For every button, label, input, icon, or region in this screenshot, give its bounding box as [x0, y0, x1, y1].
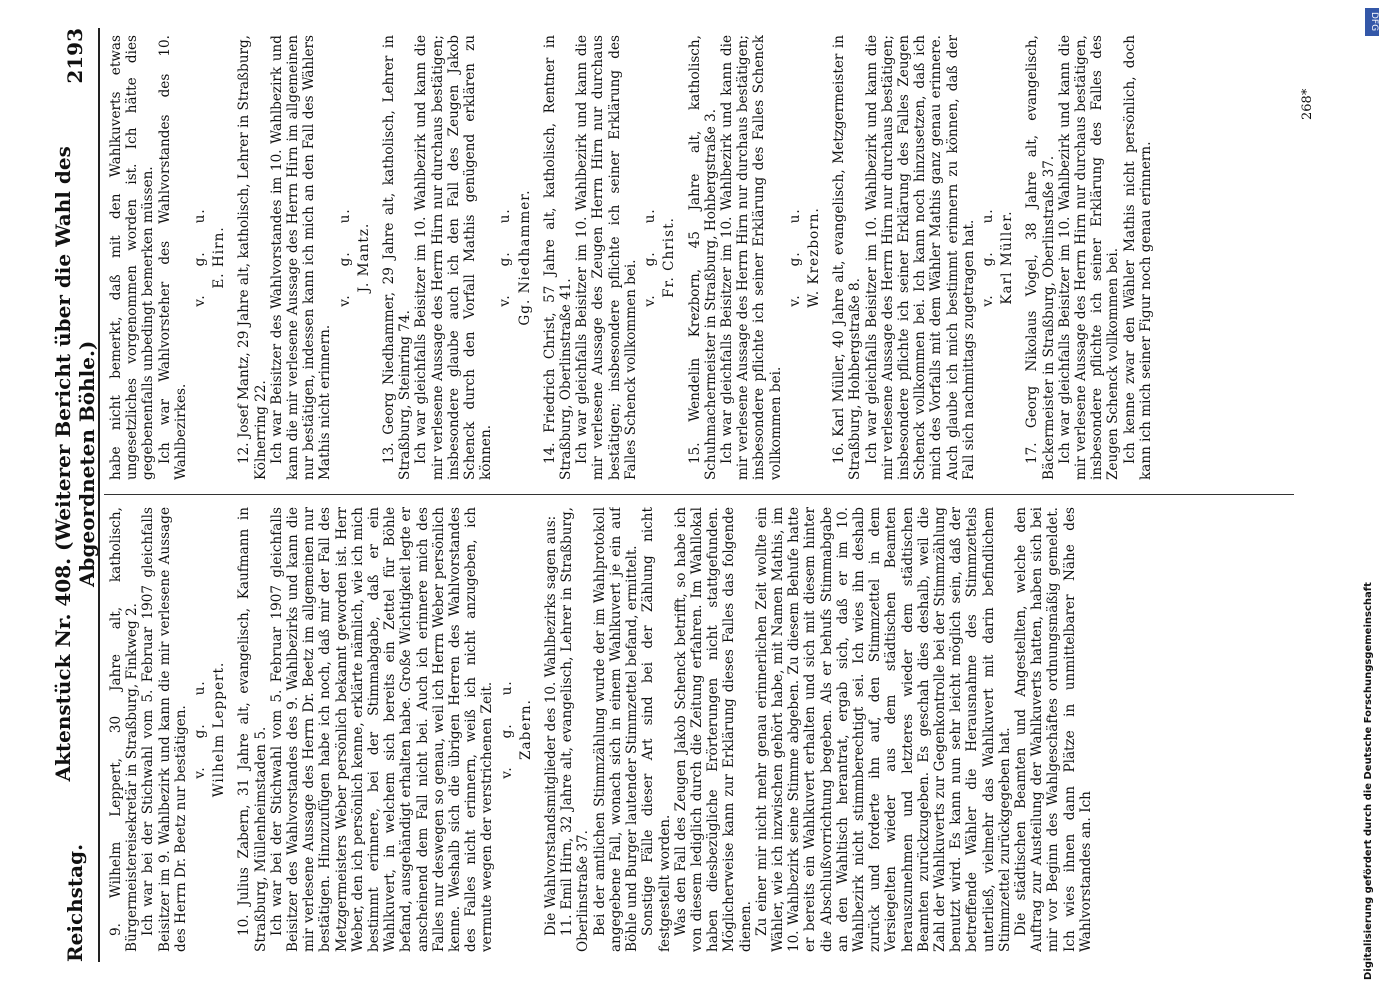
attestation-letter: v. [497, 294, 514, 307]
paragraph: Sonstige Fälle dieser Art sind bei der Zählung nicht festgestellt worden. [640, 507, 673, 952]
attestation-mark [499, 507, 515, 952]
attestation-letter: v. [979, 294, 996, 307]
paragraph: Ich war bei der Stichwahl vom 5. Februar 1907 gleichfalls Beisitzer des Wahlvorstandes des 9. Wahlbezirks und kann die mir verlesene Aussage des Herrn Dr. Beetz im allgemeinen nur bestätigen. Hinzuzufügen habe ich noch, daß mir der Fall des Metzgermeisters Weber persönlich bekannt geworden ist. Herr Weber, den ich persönlich kenne, erklärte nämlich, wie ich mich bestimmt erinnere, bei der Stimmabgabe, daß er ein Wahlkuvert, in welchem sich bereits ein Zettel für Böhle befand, ausgehändigt erhalten habe. Große Wichtigkeit legte er anscheinend dem Fall nicht bei. Auch ich erinnere mich des Falles nur deswegen so genau, weil ich Herrn Weber persönlich kenne. Weshalb sich die übrigen Herren des Wahlvorstandes des Falles nicht erinnern, weiß ich nicht anzugeben, ich vermute wegen der verstrichenen Zeit. [268, 507, 496, 952]
paragraph: habe nicht bemerkt, daß mit den Wahlkuverts etwas ungesetzliches vorgenommen worden ist. Ich hätte dies gegebenenfalls unbedingt bemerken müssen. [108, 35, 157, 480]
paragraph: Ich war Beisitzer des Wahlvorstandes im 10. Wahlbezirk und kann die mir verlesene Aussage des Herrn Hirn im allgemeinen nur bestätigen, indessen kann ich mich an den Fall des Wählers Mathis nicht erinnern. [268, 35, 334, 480]
page-number: 2193 [63, 28, 87, 84]
paragraph: 16. Karl Müller, 40 Jahre alt, evangelisch, Metzgermeister in Straßburg, Hohbergstraße 8. [831, 35, 864, 480]
page-header [51, 28, 99, 962]
paragraph: 17. Georg Nikolaus Vogel, 38 Jahre alt, evangelisch, Bäckermeister in Straßburg, Oberlinstraße 37. [1024, 35, 1057, 480]
attestation-mark [642, 35, 658, 480]
attestation-letter: u. [642, 208, 659, 224]
paragraph: Ich war gleichfalls Beisitzer im 10. Wahlbezirk und kann die mir verlesene Aussage des Herrn Hirn nur durchaus bestätigen; insbesondere pflichte ich seiner Erklärung des Falles Zeugen Schenck vollkommen bei. Ich kann noch hinzusetzen, daß ich mich des Vorfalls mit dem Wähler Mathis ganz genau erinnere. Auch glaube ich mich bestimmt erinnern zu können, daß der Fall sich nachmittags zugetragen hat. [863, 35, 977, 480]
attestation-letter: g. [192, 723, 209, 739]
paragraph: 9. Wilhelm Leppert, 30 Jahre alt, katholisch, Bürgermeistereisekretär in Straßburg, Finkweg 2. [108, 507, 141, 952]
witness-signature: Gg. Niedhammer. [516, 189, 533, 326]
paragraph: Ich kenne zwar den Wähler Mathis nicht persönlich, doch kann ich mich seiner Figur noch genau erinnern. [1121, 35, 1154, 480]
paragraph: Zu einer mir nicht mehr genau erinnerlichen Zeit wollte ein Wähler, wie ich inzwischen gehört habe, mit Namen Mathis, im 10. Wahlbezirk seine Stimme abgeben. Zu diesem Behufe hatte er bereits ein Wahlkuvert erhalten und sich mit diesem hinter die Abschlußvorrichtung begeben. Als er behufs Stimmabgabe an den Wahltisch herantrat, ergab sich, daß er im 10. Wahlbezirk nicht stimmberechtigt sei. Ich wies ihn deshalb zurück und forderte ihn auf, den Stimmzettel in dem Versiegelten wieder aus dem städtischen Beamten herauszunehmen und letzteres wieder dem städtischen Beamten zurückzugeben. Es geschah dies deshalb, weil die Zahl der Wahlkuverts zur Gegenkontrolle bei der Stimmzählung benutzt wird. Es kann nun sehr leicht möglich sein, daß der betreffende Wähler die Herausnahme des Stimmzettels unterließ, vielmehr das Wahlkuvert mit darin befindlichem Stimmzettel zurückgegeben hat. [753, 507, 1013, 952]
witness-signature: Karl Müller. [999, 210, 1016, 305]
attestation-letter: v. [786, 294, 803, 307]
attestation-letter: u. [786, 208, 803, 224]
paragraph: 11. Emil Hirn, 32 Jahre alt, evangelisch, Lehrer in Straßburg, Oberlinstraße 37. [559, 507, 592, 952]
attestation-mark [192, 507, 208, 952]
witness-signature: Wilhelm Leppert. [211, 661, 228, 798]
header-left: Reichstag. [63, 843, 87, 962]
attestation-letter: v. [192, 766, 209, 779]
attestation-mark [337, 35, 353, 480]
attestation-letter: v. [192, 294, 209, 307]
attestation-letter: u. [336, 208, 353, 224]
signature-mark: 268* [1300, 88, 1315, 120]
attestation-letter: u. [192, 208, 209, 224]
paragraph: Bei der amtlichen Stimmzählung wurde der im Wahlprotokoll angegebene Fall, wonach sich in einem Wahlkuvert je ein auf Böhle und Burger lautender Stimmzettel befand, ermittelt. [591, 507, 641, 952]
paragraph: Ich war gleichfalls Beisitzer im 10. Wahlbezirk und kann die mir verlesene Aussage des Herrn Hirn nur durchaus bestätigen; insbesondere pflichte ich seiner Erklärung des Falles Schenck vollkommen bei. [718, 35, 784, 480]
attestation-letter: g. [642, 251, 659, 267]
header-title: Aktenstück Nr. 408. (Weiterer Bericht über die Wahl des Abgeordneten Böhle.) [51, 146, 99, 782]
attestation-letter: u. [979, 208, 996, 224]
paragraph: Ich war Wahlvorsteher des Wahlvorstandes des 10. Wahlbezirkes. [156, 35, 189, 480]
header-rule [98, 28, 100, 962]
paragraph: Was den Fall des Zeugen Jakob Schenck betrifft, so habe ich von diesem lediglich durch die Zeitung erfahren. Im Wahllokal haben diesbezügliche Erörterungen nicht stattgefunden. Möglicherweise kann zur Erklärung dieses Falles das folgende dienen. [672, 507, 754, 952]
credit-text: Digitalisierung gefördert durch die Deutsche Forschungsgemeinschaft [1363, 582, 1374, 980]
attestation-mark [787, 35, 803, 480]
attestation-letter: u. [192, 680, 209, 696]
paragraph: Die städtischen Beamten und Angestellten, welche den Auftrag zur Austeilung der Wahlkuverts hatten, haben sich bei mir vor Beginn des Wahlgeschäftes ordnungsmäßig gemeldet. Ich wies ihnen dann Plätze in unmittelbarer Nähe des Wahlvorstandes an. Ich [1012, 507, 1094, 952]
paragraph: 15. Wendelin Krezborn, 45 Jahre alt, katholisch, Schuhmachermeister in Straßburg, Hohbergstraße 3. [686, 35, 719, 480]
paragraph: 12. Josef Mantz, 29 Jahre alt, katholisch, Lehrer in Straßburg, Kölnerring 22. [236, 35, 269, 480]
dfg-logo: DFG [1365, 8, 1379, 36]
attestation-letter: v. [498, 766, 515, 779]
attestation-letter: u. [498, 680, 515, 696]
attestation-letter: g. [786, 251, 803, 267]
right-column [108, 35, 1293, 480]
attestation-letter: g. [979, 251, 996, 267]
attestation-mark [192, 35, 208, 480]
attestation-letter: g. [497, 251, 514, 267]
attestation-letter: g. [498, 723, 515, 739]
paragraph: 13. Georg Niedhammer, 29 Jahre alt, katholisch, Lehrer in Straßburg, Steinring 74. [381, 35, 414, 480]
paragraph: Ich war gleichfalls Beisitzer im 10. Wahlbezirk und kann die mir verlesene Aussage des Herrn Hirn nur durchaus bestätigen, insbesondere pflichte ich seiner Erklärung des Falles des Zeugen Schenck vollkommen bei. [1056, 35, 1122, 480]
paragraph: Ich war gleichfalls Beisitzer im 10. Wahlbezirk und kann die mir verlesene Aussage des Herrn Hirn nur durchaus bestätigen; insbesondere glaube auch ich den Fall des Zeugen Jakob Schenck durch den Vorfall Mathis genügend erklären zu können. [413, 35, 495, 480]
attestation-mark [497, 35, 513, 480]
paragraph: 10. Julius Zabern, 31 Jahre alt, evangelisch, Kaufmann in Straßburg, Müllenheimstaden 5. [236, 507, 269, 952]
attestation-mark [980, 35, 996, 480]
paragraph: Ich war bei der Stichwahl vom 5. Februar 1907 gleichfalls Beisitzer im 9. Wahlbezirk und kann die mir verlesene Aussage des Herrn Dr. Beetz nur bestätigen. [140, 507, 189, 952]
witness-signature: J. Mantz. [355, 222, 372, 293]
witness-signature: E. Hirn. [211, 226, 228, 289]
witness-signature: Zabern. [517, 699, 534, 760]
left-column [108, 507, 1293, 952]
witness-signature: W. Krezborn. [805, 207, 822, 308]
column-divider [104, 494, 1294, 495]
attestation-letter: g. [192, 251, 209, 267]
sidebar-credit [1360, 0, 1383, 1000]
attestation-letter: v. [642, 294, 659, 307]
attestation-letter: u. [497, 208, 514, 224]
attestation-letter: v. [336, 294, 353, 307]
paragraph: 14. Friedrich Christ, 57 Jahre alt, katholisch, Rentner in Straßburg, Oberlinstraße 41. [541, 35, 575, 480]
witness-signature: Fr. Christ. [661, 217, 678, 298]
paragraph: Die Wahlvorstandsmitglieder des 10. Wahlbezirks sagen aus: [543, 515, 560, 936]
attestation-letter: g. [336, 251, 353, 267]
paragraph: Ich war gleichfalls Beisitzer im 10. Wahlbezirk und kann die mir verlesene Aussage des Zeugen Herrn Hirn nur durchaus bestätigen; insbesondere pflichte ich seiner Erklärung des Falles Schenck vollkommen bei. [574, 35, 639, 480]
